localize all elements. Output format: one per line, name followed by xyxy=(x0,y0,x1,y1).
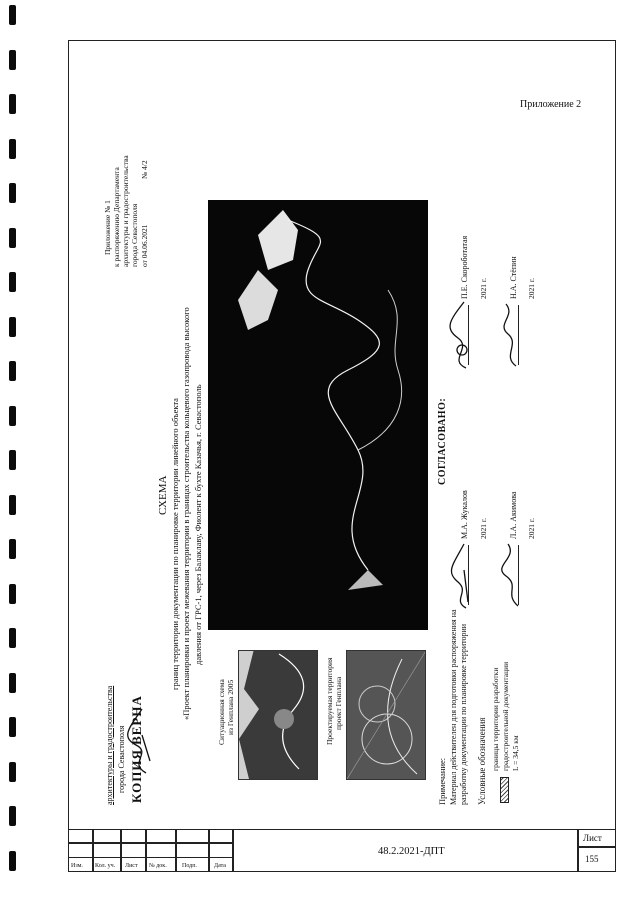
sheet-label: Лист xyxy=(583,833,602,843)
pipeline-route-icon xyxy=(208,200,428,630)
appendix-order-line-1: Приложение № 1 xyxy=(103,200,112,255)
signatory-2-date: 2021 г. xyxy=(527,518,536,539)
appendix-label: Приложение 2 xyxy=(520,99,582,110)
col-label-doc: № док. xyxy=(149,863,167,869)
appendix-order-number: № 4/2 xyxy=(140,160,149,179)
signature-1-icon xyxy=(450,540,472,610)
legend-item-3: L = 34,5 км xyxy=(511,735,520,771)
general-plan-inset xyxy=(346,650,426,780)
stamp-line-1: архитектуры и градостроительства xyxy=(105,685,114,805)
binding-hole-icon xyxy=(9,139,16,159)
binding-hole-icon xyxy=(9,717,16,737)
binding-holes xyxy=(6,0,20,905)
col-label-izm: Изм. xyxy=(71,863,83,869)
signatory-3-name: П.Е. Скороботатая xyxy=(460,235,469,299)
appendix-order-line-3: архитектуры и градостроительства xyxy=(121,155,130,267)
situation-map-inset xyxy=(238,650,318,780)
appendix-order-line-2: к распоряжению Департамента xyxy=(112,167,121,267)
binding-hole-icon xyxy=(9,450,16,470)
legend-item-2: градостроительной документации xyxy=(501,661,510,771)
inset-1-label-1: Ситуационная схема xyxy=(217,679,226,745)
scheme-sheet xyxy=(98,140,558,815)
appendix-order-date: от 04.06.2021 xyxy=(140,224,149,267)
signatory-1-date: 2021 г. xyxy=(479,518,488,539)
binding-hole-icon xyxy=(9,183,16,203)
appendix-order-line-4: города Севастополя xyxy=(130,203,139,267)
binding-hole-icon xyxy=(9,272,16,292)
inset-1-label-2: из Генплана 2005 xyxy=(226,679,235,735)
situation-map-icon xyxy=(239,650,318,779)
binding-hole-icon xyxy=(9,539,16,559)
signatory-2-name: Л.А. Акимова xyxy=(509,491,518,539)
col-label-kol: Кол. уч. xyxy=(95,863,116,869)
note-label: Примечание: xyxy=(437,757,447,805)
title-block xyxy=(68,829,616,872)
stamp-signature-icon xyxy=(124,705,154,775)
satellite-image xyxy=(208,200,428,630)
signatory-4-name: Н.А. Стёпин xyxy=(509,256,518,299)
signatory-4-date: 2021 г. xyxy=(527,278,536,299)
legend-item-1: границы территории разработки xyxy=(491,667,500,771)
signatory-1-name: М.А. Жукалов xyxy=(460,490,469,539)
note-line-1: Материал действителен для подготовки распоряжения на xyxy=(449,609,458,805)
col-label-list: Лист xyxy=(125,863,138,869)
binding-hole-icon xyxy=(9,806,16,826)
binding-hole-icon xyxy=(9,584,16,604)
binding-hole-icon xyxy=(9,851,16,871)
binding-hole-icon xyxy=(9,628,16,648)
agreed-title: СОГЛАСОВАНО: xyxy=(437,397,448,485)
signatory-3-date: 2021 г. xyxy=(479,278,488,299)
binding-hole-icon xyxy=(9,94,16,114)
inset-2-label-2: проект Генплана xyxy=(334,676,343,730)
legend-boundary-swatch xyxy=(500,777,509,803)
signature-4-icon xyxy=(500,300,522,370)
note-line-2: разработку документации по планировке территории xyxy=(459,623,468,805)
scheme-subtitle-1: границ территории документации по планировке территории линейного объекта xyxy=(170,398,180,690)
binding-hole-icon xyxy=(9,50,16,70)
scheme-title: СХЕМА xyxy=(157,475,169,515)
scheme-subtitle-3: давления от ГРС-1, через Балаклаву, Фиолент к бухте Казачья, г. Севастополь xyxy=(193,384,203,665)
binding-hole-icon xyxy=(9,673,16,693)
binding-hole-icon xyxy=(9,361,16,381)
copy-verified-stamp: КОПИЯ ВЕРНА xyxy=(129,695,144,803)
stamp-line-2: города Севастополя xyxy=(117,725,126,793)
binding-hole-icon xyxy=(9,762,16,782)
signature-2-icon xyxy=(500,540,522,610)
legend-title: Условные обозначения xyxy=(477,717,487,805)
binding-hole-icon xyxy=(9,317,16,337)
binding-hole-icon xyxy=(9,495,16,515)
document-code: 48.2.2021-ДПТ xyxy=(378,846,445,857)
inset-2-label-1: Проектируемая территория xyxy=(325,657,334,745)
binding-hole-icon xyxy=(9,5,16,25)
scheme-document xyxy=(98,140,558,815)
signature-3-icon xyxy=(448,300,472,370)
general-plan-map-icon xyxy=(347,650,426,779)
col-label-data: Дата xyxy=(214,863,226,869)
binding-hole-icon xyxy=(9,406,16,426)
scheme-subtitle-2: «Проект планировки и проект межевания территории в границах строительства кольцевого газопровода высокого xyxy=(181,307,191,720)
col-label-podp: Подп. xyxy=(182,863,197,869)
binding-hole-icon xyxy=(9,228,16,248)
sheet-number: 155 xyxy=(585,854,599,864)
